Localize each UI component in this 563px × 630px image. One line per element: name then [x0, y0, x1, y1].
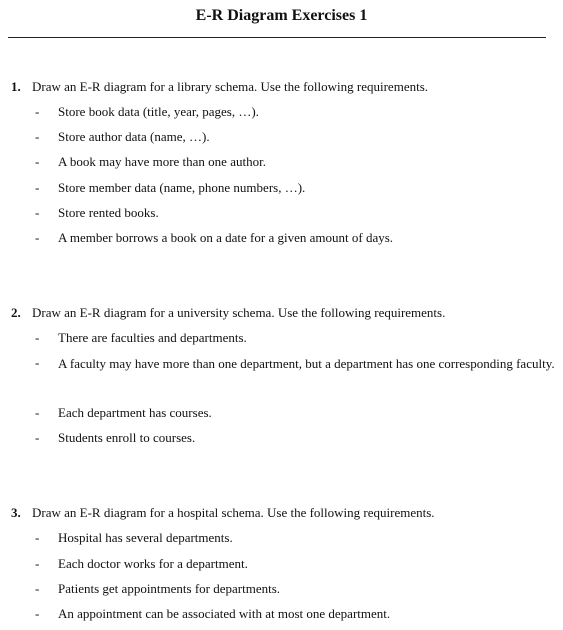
requirement-text: An appointment can be associated with at most one department. — [58, 606, 391, 621]
requirement-text: Each doctor works for a department. — [58, 556, 248, 571]
requirement-text: Students enroll to courses. — [58, 430, 196, 445]
requirement-text: Hospital has several departments. — [58, 530, 233, 545]
exercise-2-heading — [11, 305, 445, 321]
bullet-dash: - — [35, 556, 40, 571]
exercise-number: 1. — [11, 79, 21, 94]
requirement-text: Each department has courses. — [58, 405, 212, 420]
bullet-dash: - — [35, 129, 40, 144]
bullet-dash: - — [35, 606, 40, 621]
bullet-dash: - — [35, 430, 40, 445]
requirement-text: Store book data (title, year, pages, …). — [58, 104, 259, 119]
requirement-text: Patients get appointments for departments. — [58, 581, 281, 596]
exercise-number: 3. — [11, 505, 21, 520]
requirement-text: Store member data (name, phone numbers, …). — [58, 180, 306, 195]
requirement-text: Store author data (name, …). — [58, 129, 210, 144]
exercise-heading-text: Draw an E-R diagram for a hospital schema. Use the following requirements. — [32, 505, 435, 520]
exercise-heading-text: Draw an E-R diagram for a university schema. Use the following requirements. — [32, 305, 446, 320]
requirement-text: There are faculties and departments. — [58, 330, 247, 345]
bullet-dash: - — [35, 330, 40, 345]
bullet-dash: - — [35, 104, 40, 119]
requirement-text: A member borrows a book on a date for a given amount of days. — [58, 230, 394, 245]
requirement-text: A faculty may have more than one department, but a department has one corresponding faculty. — [58, 356, 555, 371]
requirement-text: A book may have more than one author. — [58, 154, 266, 169]
bullet-dash: - — [35, 205, 40, 220]
exercise-heading-text: Draw an E-R diagram for a library schema. Use the following requirements. — [32, 79, 429, 94]
bullet-dash: - — [35, 581, 40, 596]
exercise-1-heading — [11, 79, 428, 95]
bullet-dash: - — [35, 355, 40, 370]
bullet-dash: - — [35, 405, 40, 420]
exercise-3-heading — [11, 505, 435, 521]
bullet-dash: - — [35, 180, 40, 195]
document-title: E-R Diagram Exercises 1 — [195, 7, 368, 24]
bullet-dash: - — [35, 230, 40, 245]
bullet-dash: - — [35, 154, 40, 169]
requirement-text: Store rented books. — [58, 205, 159, 220]
title-divider — [8, 37, 546, 38]
bullet-dash: - — [35, 530, 40, 545]
exercise-number: 2. — [11, 305, 21, 320]
